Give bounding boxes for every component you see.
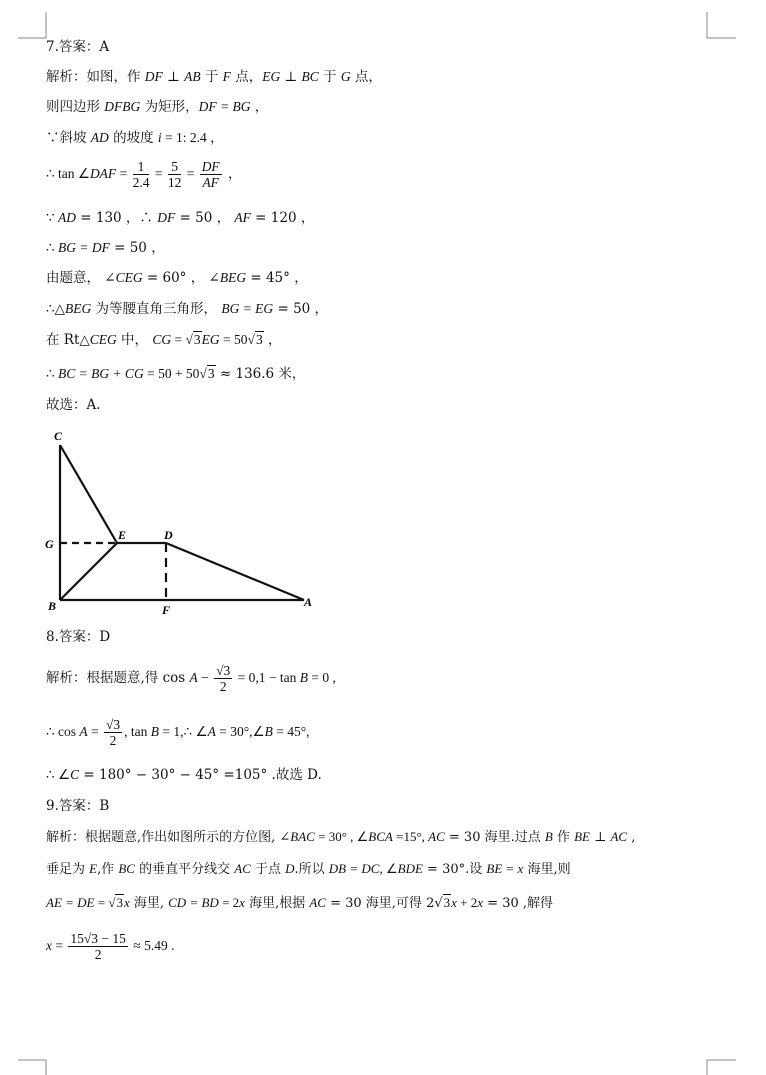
q8-solution-line-1: 解析：根据题意,得 cos A − $\frac{√3}{2}$ = 0,1 − tan B = 0 , <box>46 663 336 694</box>
corner-mark-bottom-right <box>706 1050 736 1075</box>
fraction-df-over-af: $\frac{DF}{AF}$ <box>201 159 220 190</box>
label-a: A <box>304 595 313 609</box>
q7-solution-line-5: ∵ AD = 130 ，∴ DF = 50 ， AF = 120 ， <box>46 210 315 226</box>
q7-choice: 故选：A. <box>46 397 101 413</box>
q7-solution-line-8: ∴△BEG 为等腰直角三角形， BG = EG = 50 ， <box>46 301 329 317</box>
q8-solution-line-3: ∴ ∠C = 180° − 30° − 45° =105° .故选 D. <box>46 767 322 783</box>
q7-solution-line-9: 在 Rt△CEG 中， CG = √3EG = 50√3 ， <box>46 332 282 348</box>
q9-answer: 9.答案：B <box>46 798 110 814</box>
fraction-result: $\frac{15√3 - 15}{2}$ <box>70 931 126 962</box>
q9-solution-line-3: AE = DE = √3x 海里, CD = BD = 2x 海里,根据 AC = 30 海里,可得 2√3x + 2x = 30 ,解得 <box>46 895 553 911</box>
corner-mark-top-left <box>18 12 48 42</box>
label-e: E <box>118 528 127 542</box>
geometry-figure <box>42 428 322 618</box>
segment-da <box>166 543 304 600</box>
q8-solution-line-2: ∴ cos A = $\frac{√3}{2}$ , tan B = 1,∴ ∠A = 30°,∠B = 45°, <box>46 717 310 748</box>
q8-answer: 8.答案：D <box>46 629 111 645</box>
fraction-5-over-12: $\frac{5}{12}$ <box>167 159 182 190</box>
q9-solution-line-1: 解析：根据题意,作出如图所示的方位图, ∠BAC = 30° , ∠BCA =15°, AC = 30 海里.过点 B 作 BE ⊥ AC , <box>46 829 636 845</box>
q7-solution-line-2: 则四边形 DFBG 为矩形，DF = BG ， <box>46 99 269 115</box>
q7-solution-line-6: ∴ BG = DF = 50 ， <box>46 240 165 256</box>
q9-solution-line-2: 垂足为 E,作 BC 的垂直平分线交 AC 于点 D.所以 DB = DC, ∠BDE = 30°.设 BE = x 海里,则 <box>46 861 571 877</box>
corner-mark-top-right <box>706 12 736 42</box>
q7-solution-line-1: 解析：如图，作 DF ⊥ AB 于 F 点，EG ⊥ BC 于 G 点， <box>46 69 382 85</box>
q7-solution-line-10: ∴ BC = BG + CG = 50 + 50√3 ≈ 136.6 米， <box>46 366 306 382</box>
q7-answer: 7.答案：A <box>46 39 110 55</box>
label-f: F <box>162 603 171 617</box>
q7-solution-line-7: 由题意， ∠CEG = 60° ， ∠BEG = 45° ， <box>46 270 308 286</box>
fraction-sqrt3-over-2: $\frac{√3}{2}$ <box>105 717 121 748</box>
fraction-1-over-2-4: $\frac{1}{2.4}$ <box>132 159 150 190</box>
q7-solution-line-4: ∴ tan ∠DAF = $\frac{1}{2.4}$ = $\frac{5}{12}$ = $\frac{DF}{AF}$ ， <box>46 159 242 190</box>
corner-mark-bottom-left <box>18 1050 48 1075</box>
segment-ce <box>60 445 117 543</box>
label-d: D <box>164 528 173 542</box>
q9-solution-line-4: x = $\frac{15√3 - 15}{2}$ ≈ 5.49 . <box>46 931 175 962</box>
label-g: G <box>45 537 54 551</box>
label-c: C <box>54 429 63 443</box>
q7-solution-line-3: ∵斜坡 AD 的坡度 i = 1: 2.4 ， <box>46 130 224 146</box>
label-b: B <box>48 599 57 613</box>
segment-be <box>60 543 117 600</box>
fraction-sqrt3-over-2: $\frac{√3}{2}$ <box>216 663 231 694</box>
